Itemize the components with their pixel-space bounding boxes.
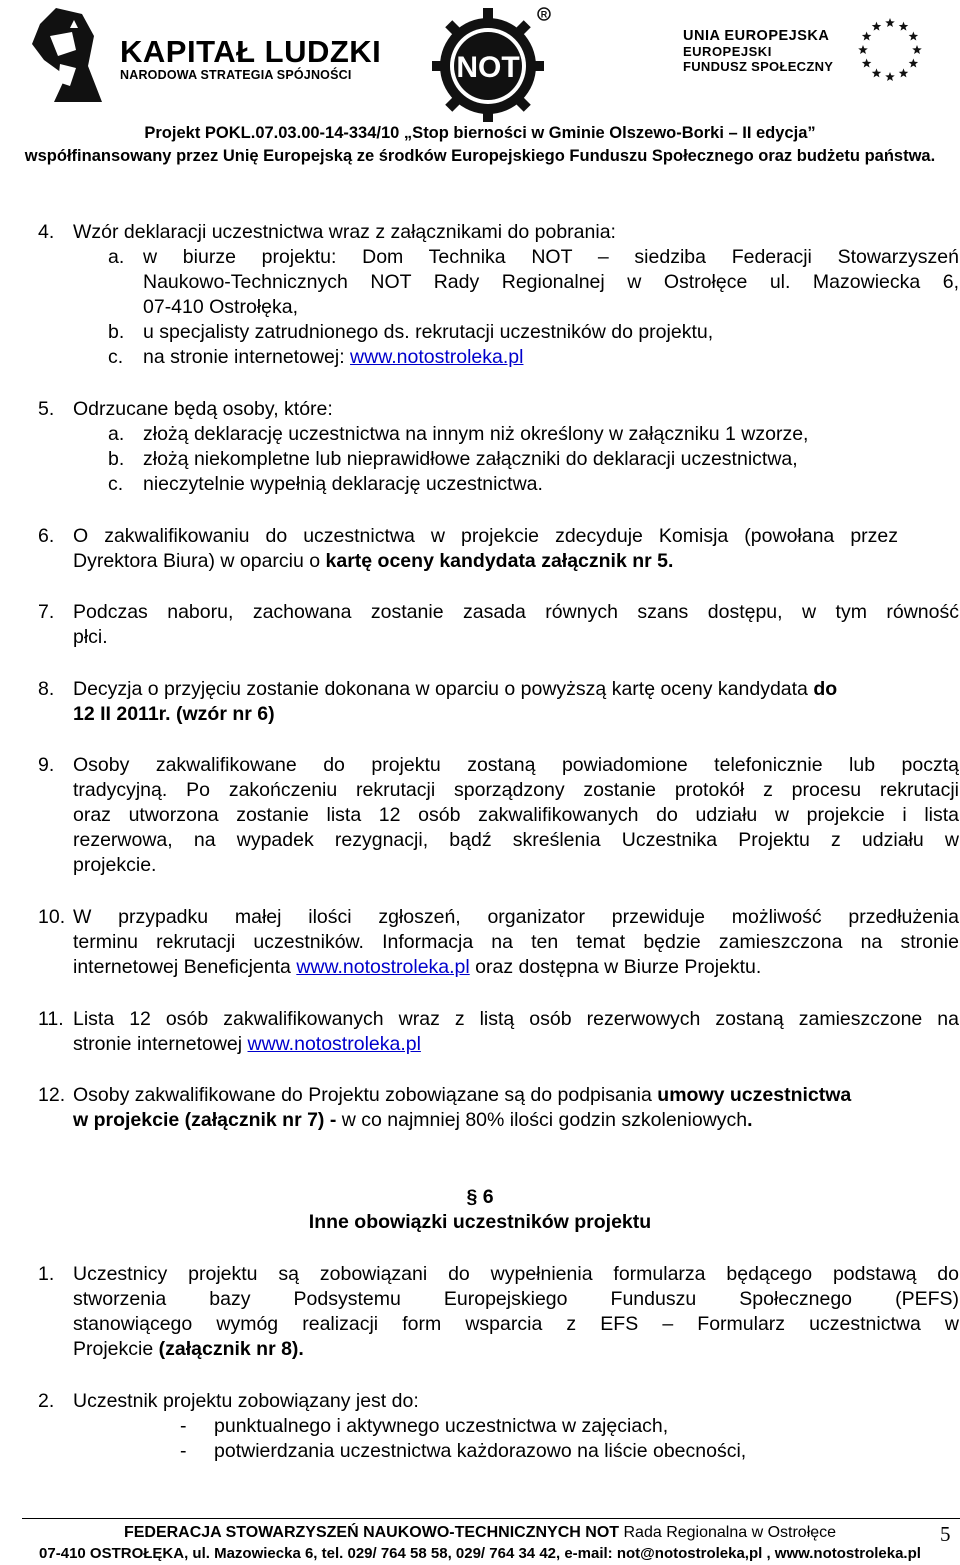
- section-8-line1-bold: do: [813, 678, 838, 700]
- section-12-line2-bold: w projekcie (załącznik nr 7) -: [73, 1109, 342, 1131]
- section-11-line2: [73, 1032, 421, 1057]
- section-8-line2: 12 II 2011r. (wzór nr 6): [73, 703, 275, 725]
- ue-fund-line1: EUROPEJSKI: [683, 44, 772, 59]
- subitem-label: c.: [108, 346, 124, 368]
- item-number: 12.: [38, 1084, 66, 1106]
- p6-item2-bullet1: punktualnego i aktywnego uczestnictwa w zajęciach,: [214, 1415, 669, 1437]
- kapital-ludzki-title: KAPITAŁ LUDZKI: [120, 34, 382, 69]
- section-10-line2: terminu rekrutacji uczestników. Informacja na ten temat będzie zamieszczona na stronie: [73, 931, 959, 953]
- section-6-line2-text: Dyrektora Biura) w oparciu o: [73, 550, 326, 572]
- eu-star-icon: [872, 22, 882, 31]
- item-number: 7.: [38, 601, 55, 623]
- section-9-line3: oraz utworzona zostanie lista 12 osób zakwalifikowanych do udziału w projekcie i lista: [73, 804, 959, 826]
- section-9-line1: Osoby zakwalifikowane do projektu zostaną powiadomione telefonicznie lub pocztą: [73, 754, 959, 776]
- eu-star-icon: [858, 45, 868, 54]
- section-5c-text: nieczytelnie wypełnią deklarację uczestnictwa.: [143, 473, 543, 495]
- bullet-dash: -: [180, 1415, 187, 1437]
- p6-item1-line3: stanowiącego wymóg realizacji form wsparcia z EFS – Formularz uczestnictwa w: [73, 1313, 959, 1335]
- section-10-line3-end: oraz dostępna w Biurze Projektu.: [469, 956, 762, 978]
- section-12-line1-text: Osoby zakwalifikowane do Projektu zobowiązane są do podpisania: [73, 1084, 658, 1106]
- eu-star-icon: [872, 68, 882, 77]
- item-number: 10.: [38, 906, 66, 928]
- svg-text:R: R: [540, 9, 548, 20]
- item-number: 6.: [38, 525, 55, 547]
- project-title: Projekt POKL.07.03.00-14-334/10 „Stop bierności w Gminie Olszewo-Borki – II edycja”: [144, 124, 816, 142]
- section-11-line2-text: stronie internetowej: [73, 1033, 248, 1055]
- footer-contact: 07-410 OSTROŁĘKA, ul. Mazowiecka 6, tel. 029/ 764 58 58, 029/ 764 34 42, e-mail: not@notostroleka,pl , www.notostroleka.pl: [39, 1545, 921, 1562]
- section-9-line5: projekcie.: [73, 854, 157, 876]
- item-number: 11.: [38, 1008, 64, 1030]
- section-12-line1-bold: umowy uczestnictwa: [657, 1084, 852, 1106]
- subitem-label: b.: [108, 321, 125, 343]
- eu-star-icon: [899, 68, 909, 77]
- section-5a-text: złożą deklarację uczestnictwa na innym niż określony w załączniku 1 wzorze,: [143, 423, 809, 445]
- section-8-line1: [73, 677, 837, 702]
- item-number: 8.: [38, 678, 55, 700]
- p6-item1-line2: stworzenia bazy Podsystemu Europejskiego Funduszu Społecznego (PEFS): [73, 1288, 959, 1310]
- p6-item1-line4-text: Projekcie: [73, 1338, 159, 1360]
- ue-fund-line2: FUNDUSZ SPOŁECZNY: [683, 59, 834, 74]
- eu-star-icon: [885, 72, 895, 81]
- section-5b-text: złożą niekompletne lub nieprawidłowe załączniki do deklaracji uczestnictwa,: [143, 448, 798, 470]
- item-number: 9.: [38, 754, 55, 776]
- eu-flag-icon: [834, 10, 946, 90]
- section-11-line1: Lista 12 osób zakwalifikowanych wraz z listą osób rezerwowych zostaną zamieszczone na: [73, 1008, 959, 1030]
- p6-item1-line1: Uczestnicy projektu są zobowiązani do wypełnienia formularza będącego podstawą do: [73, 1263, 959, 1285]
- section-12-line2-text: w co najmniej 80% ilości godzin szkoleniowych: [341, 1109, 748, 1131]
- page-number: 5: [940, 1522, 951, 1546]
- item-number: 2.: [38, 1390, 55, 1412]
- eu-star-icon: [909, 59, 919, 68]
- footer-org-rest: Rada Regionalna w Ostrołęce: [619, 1524, 837, 1541]
- section-4a-line3: 07-410 Ostrołęka,: [143, 296, 299, 318]
- p6-item1-line4-bold: (załącznik nr 8).: [158, 1338, 304, 1360]
- section-4a-line1: w biurze projektu: Dom Technika NOT – siedziba Federacji Stowarzyszeń: [143, 246, 959, 268]
- section-12-line2-end: .: [747, 1109, 753, 1131]
- eu-star-icon: [899, 22, 909, 31]
- ue-title: UNIA EUROPEJSKA: [683, 28, 830, 44]
- section-7-line1: Podczas naboru, zachowana zostanie zasada równych szans dostępu, w tym równość: [73, 601, 959, 623]
- section-6-line1: O zakwalifikowaniu do uczestnictwa w projekcie zdecyduje Komisja (powołana przez: [73, 525, 898, 547]
- section-6-line2-bold: kartę oceny kandydata załącznik nr 5.: [325, 550, 674, 572]
- bullet-dash: -: [180, 1440, 187, 1462]
- section-6-line2: [73, 549, 673, 574]
- not-logo-icon: [420, 4, 560, 122]
- section-4-text: Wzór deklaracji uczestnictwa wraz z załącznikami do pobrania:: [73, 221, 616, 243]
- section-4a-line2: Naukowo-Technicznych NOT Rady Regionalnej w Ostrołęce ul. Mazowiecka 6,: [143, 271, 959, 293]
- cofinancing-note: współfinansowany przez Unię Europejską ze środków Europejskiego Funduszu Społecznego oraz budżetu państwa.: [24, 147, 936, 165]
- subitem-label: a.: [108, 246, 125, 268]
- not-logo-text: NOT: [456, 51, 520, 84]
- website-link[interactable]: www.notostroleka.pl: [296, 956, 470, 978]
- section-9-line4: rezerwowa, na wypadek rezygnacji, bądź skreślenia Uczestnika Projektu z udziału w: [73, 829, 959, 851]
- section-5-text: Odrzucane będą osoby, które:: [73, 398, 333, 420]
- p6-item2-bullet2: potwierdzania uczestnictwa każdorazowo na liście obecności,: [214, 1440, 747, 1462]
- website-link[interactable]: www.notostroleka.pl: [247, 1033, 421, 1055]
- subitem-label: c.: [108, 473, 124, 495]
- eu-star-icon: [912, 45, 922, 54]
- p6-item2-text: Uczestnik projektu zobowiązany jest do:: [73, 1390, 419, 1412]
- section-8-line1-text: Decyzja o przyjęciu zostanie dokonana w oparciu o powyższą kartę oceny kandydata: [73, 678, 814, 700]
- section-10-line3-text: internetowej Beneficjenta: [73, 956, 297, 978]
- section-4b-text: u specjalisty zatrudnionego ds. rekrutacji uczestników do projektu,: [143, 321, 714, 343]
- section-4c-line: [143, 345, 523, 370]
- section-12-line2: [73, 1108, 753, 1133]
- item-number: 5.: [38, 398, 55, 420]
- section-4c-text: na stronie internetowej:: [143, 346, 351, 368]
- section-9-line2: tradycyjną. Po zakończeniu rekrutacji sporządzony zostanie protokół z procesu rekrutacji: [73, 779, 959, 801]
- subitem-label: a.: [108, 423, 125, 445]
- footer-organization: [0, 1524, 960, 1542]
- kapital-ludzki-subtitle: NARODOWA STRATEGIA SPÓJNOŚCI: [120, 68, 352, 82]
- section-12-line1: [73, 1083, 851, 1108]
- item-number: 1.: [38, 1263, 55, 1285]
- paragraph-heading: § 6: [466, 1186, 494, 1208]
- section-7-line2: płci.: [73, 626, 108, 648]
- eu-star-icon: [885, 18, 895, 27]
- website-link[interactable]: www.notostroleka.pl: [350, 346, 524, 368]
- paragraph-title: Inne obowiązki uczestników projektu: [308, 1211, 652, 1233]
- item-number: 4.: [38, 221, 55, 243]
- section-10-line3: [73, 955, 761, 980]
- eu-star-icon: [862, 32, 872, 41]
- section-10-line1: W przypadku małej ilości zgłoszeń, organizator przewiduje możliwość przedłużenia: [73, 906, 959, 928]
- footer-divider: [22, 1518, 960, 1519]
- eu-star-icon: [909, 32, 919, 41]
- p6-item1-line4: [73, 1337, 304, 1362]
- subitem-label: b.: [108, 448, 125, 470]
- kapital-ludzki-logo-icon: [14, 6, 114, 106]
- footer-org-bold: FEDERACJA STOWARZYSZEŃ NAUKOWO-TECHNICZNYCH NOT: [123, 1524, 620, 1541]
- eu-star-icon: [862, 59, 872, 68]
